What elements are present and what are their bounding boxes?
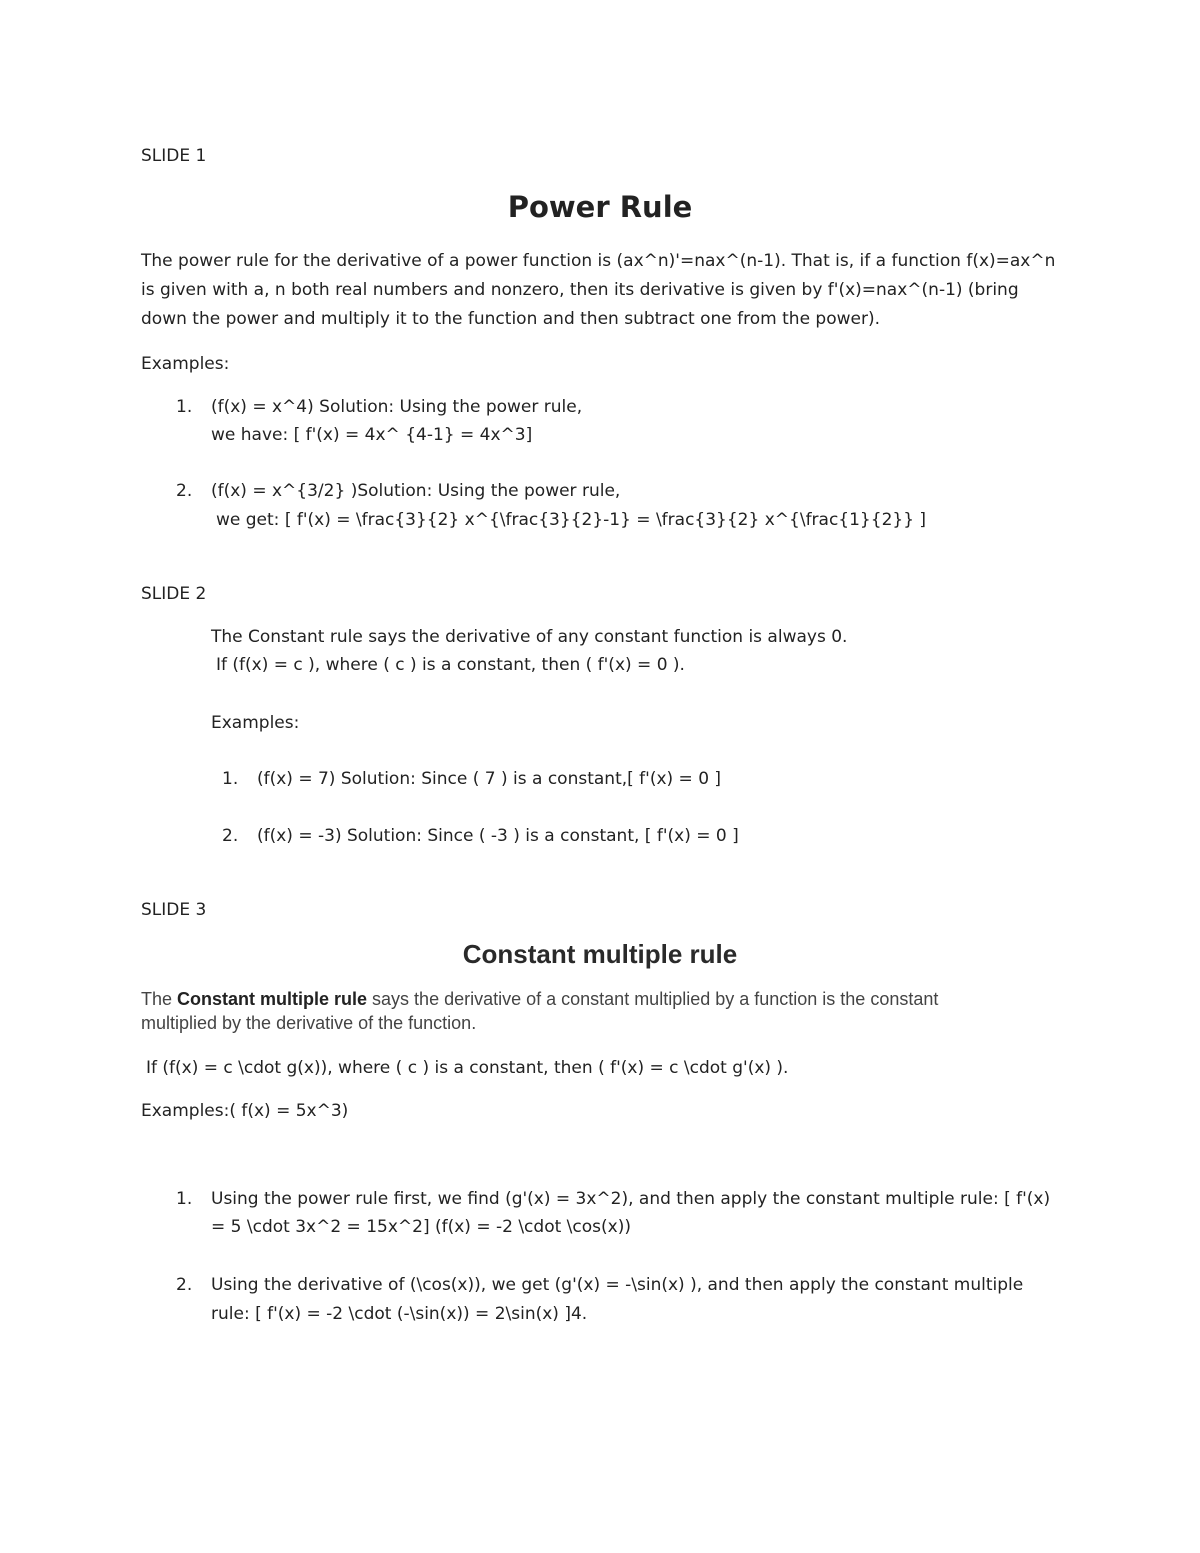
slide3-definition-rest: says the derivative of a constant multiplied by a function is the constant: [367, 989, 939, 1009]
slide3-definition-line-1: [141, 989, 938, 1010]
slide1-intro-line-2: is given with a, n both real numbers and nonzero, then its derivative is given by f'(x)=nax^(n-1) (bring: [141, 280, 1019, 300]
slide1-example-2-line-1: (f(x) = x^{3/2} )Solution: Using the power rule,: [211, 481, 621, 501]
slide3-definition-prefix: The: [141, 989, 178, 1009]
slide1-example-2-line-2: we get: [ f'(x) = \frac{3}{2} x^{\frac{3}{2}-1} = \frac{3}{2} x^{\frac{1}{2}} ]: [216, 510, 927, 530]
slide3-label: SLIDE 3: [141, 900, 207, 920]
slide3-examples-label: Examples:( f(x) = 5x^3): [141, 1101, 349, 1121]
slide1-example-2-number: 2.: [176, 481, 193, 501]
slide3-rule-line: If (f(x) = c \cdot g(x)), where ( c ) is a constant, then ( f'(x) = c \cdot g'(x) ).: [146, 1058, 789, 1078]
slide1-example-1-line-2: we have: [ f'(x) = 4x^ {4-1} = 4x^3]: [211, 425, 533, 445]
slide2-label: SLIDE 2: [141, 584, 207, 604]
slide2-example-1-number: 1.: [222, 769, 239, 789]
slide1-example-1-line-1: (f(x) = x^4) Solution: Using the power rule,: [211, 397, 583, 417]
slide3-example-1-number: 1.: [176, 1189, 193, 1209]
slide1-example-1-number: 1.: [176, 397, 193, 417]
slide2-line-1: The Constant rule says the derivative of any constant function is always 0.: [211, 627, 848, 647]
slide2-line-2: If (f(x) = c ), where ( c ) is a constant, then ( f'(x) = 0 ).: [216, 655, 685, 675]
slide3-definition-bold: Constant multiple rule: [177, 989, 368, 1009]
slide3-example-1-line-2: = 5 \cdot 3x^2 = 15x^2] (f(x) = -2 \cdot \cos(x)): [211, 1217, 631, 1237]
slide3-example-1-line-1: Using the power rule first, we find (g'(x) = 3x^2), and then apply the constant multiple rule: [ f'(x): [211, 1189, 1051, 1209]
slide1-intro-line-3: down the power and multiply it to the function and then subtract one from the power).: [141, 309, 881, 329]
slide1-intro-line-1: The power rule for the derivative of a power function is (ax^n)'=nax^(n-1). That is, if a function f(x)=ax^n: [141, 251, 1056, 271]
slide1-title: Power Rule: [507, 190, 693, 224]
slide3-example-2-line-1: Using the derivative of (\cos(x)), we get (g'(x) = -\sin(x) ), and then apply the constant multiple: [211, 1275, 1024, 1295]
slide1-examples-label: Examples:: [141, 354, 230, 374]
slide2-example-2-number: 2.: [222, 826, 239, 846]
slide3-definition-line-2: multiplied by the derivative of the function.: [141, 1013, 477, 1033]
slide1-label: SLIDE 1: [141, 146, 207, 166]
slide3-example-2-number: 2.: [176, 1275, 193, 1295]
slide3-example-2-line-2: rule: [ f'(x) = -2 \cdot (-\sin(x)) = 2\sin(x) ]4.: [211, 1304, 588, 1324]
slide2-example-2-text: (f(x) = -3) Solution: Since ( -3 ) is a constant, [ f'(x) = 0 ]: [257, 826, 739, 846]
slide2-example-1-text: (f(x) = 7) Solution: Since ( 7 ) is a constant,[ f'(x) = 0 ]: [257, 769, 722, 789]
slide3-title: Constant multiple rule: [462, 939, 738, 969]
slide2-examples-label: Examples:: [211, 713, 300, 733]
